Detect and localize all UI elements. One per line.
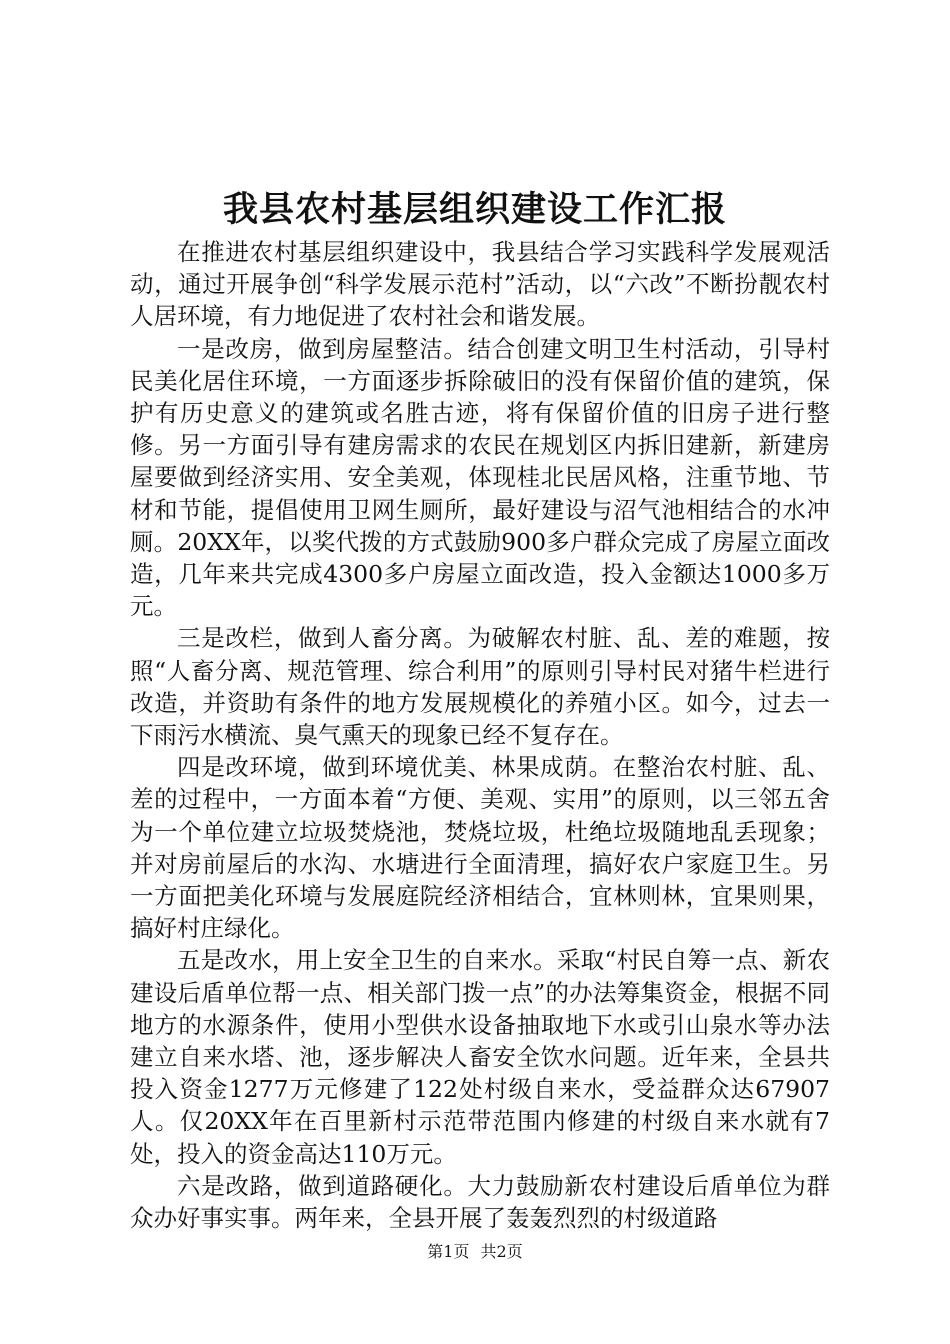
paragraph-environment: 四是改环境，做到环境优美、林果成荫。在整治农村脏、乱、差的过程中，一方面本着“方便、美观、实用”的原则，以三邻五舍为一个单位建立垃圾焚烧池，焚烧垃圾，杜绝垃圾随地乱丢现象；并对房前屋后的水沟、水塘进行全面清理，搞好农户家庭卫生。另一方面把美化环境与发展庭院经济相结合，宜林则林，宜果则果，搞好村庄绿化。 [130, 753, 830, 943]
paragraph-water: 五是改水，用上安全卫生的自来水。采取“村民自筹一点、新农建设后盾单位帮一点、相关部门拨一点”的办法筹集资金，根据不同地方的水源条件，使用小型供水设备抽取地下水或引山泉水等办法建立自来水塔、池，逐步解决人畜安全饮水问题。近年来，全县共投入资金1277万元修建了122处村级自来水，受益群众达67907人。仅20XX年在百里新村示范带范围内修建的村级自来水就有7处，投入的资金高达110万元。 [130, 946, 830, 1168]
paragraph-intro: 在推进农村基层组织建设中，我县结合学习实践科学发展观活动，通过开展争创“科学发展示范村”活动，以“六改”不断扮靓农村人居环境，有力地促进了农村社会和谐发展。 [130, 238, 830, 331]
paragraph-housing: 一是改房，做到房屋整洁。结合创建文明卫生村活动，引导村民美化居住环境，一方面逐步拆除破旧的没有保留价值的建筑，保护有历史意义的建筑或名胜古迹，将有保留价值的旧房子进行整修。另一方面引导有建房需求的农民在规划区内拆旧建新，新建房屋要做到经济实用、安全美观，体现桂北民居风格，注重节地、节材和节能，提倡使用卫网生厕所，最好建设与沼气池相结合的水冲厕。20XX年，以奖代拨的方式鼓励900多户群众完成了房屋立面改造，几年来共完成4300多户房屋立面改造，投入金额达1000多万元。 [130, 334, 830, 621]
paragraph-roads: 六是改路，做到道路硬化。大力鼓励新农村建设后盾单位为群众办好事实事。两年来，全县开展了轰轰烈烈的村级道路 [130, 1171, 830, 1233]
page-number: 第1页 [427, 1242, 470, 1261]
page-total: 共2页 [480, 1242, 523, 1261]
document-body [130, 236, 830, 1234]
page-footer [0, 1240, 950, 1264]
document-title: 我县农村基层组织建设工作汇报 [222, 189, 727, 230]
paragraph-livestock-pens: 三是改栏，做到人畜分离。为破解农村脏、乱、差的难题，按照“人畜分离、规范管理、综合利用”的原则引导村民对猪牛栏进行改造，并资助有条件的地方发展规模化的养殖小区。如今，过去一下雨污水横流、臭气熏天的现象已经不复存在。 [130, 624, 830, 750]
